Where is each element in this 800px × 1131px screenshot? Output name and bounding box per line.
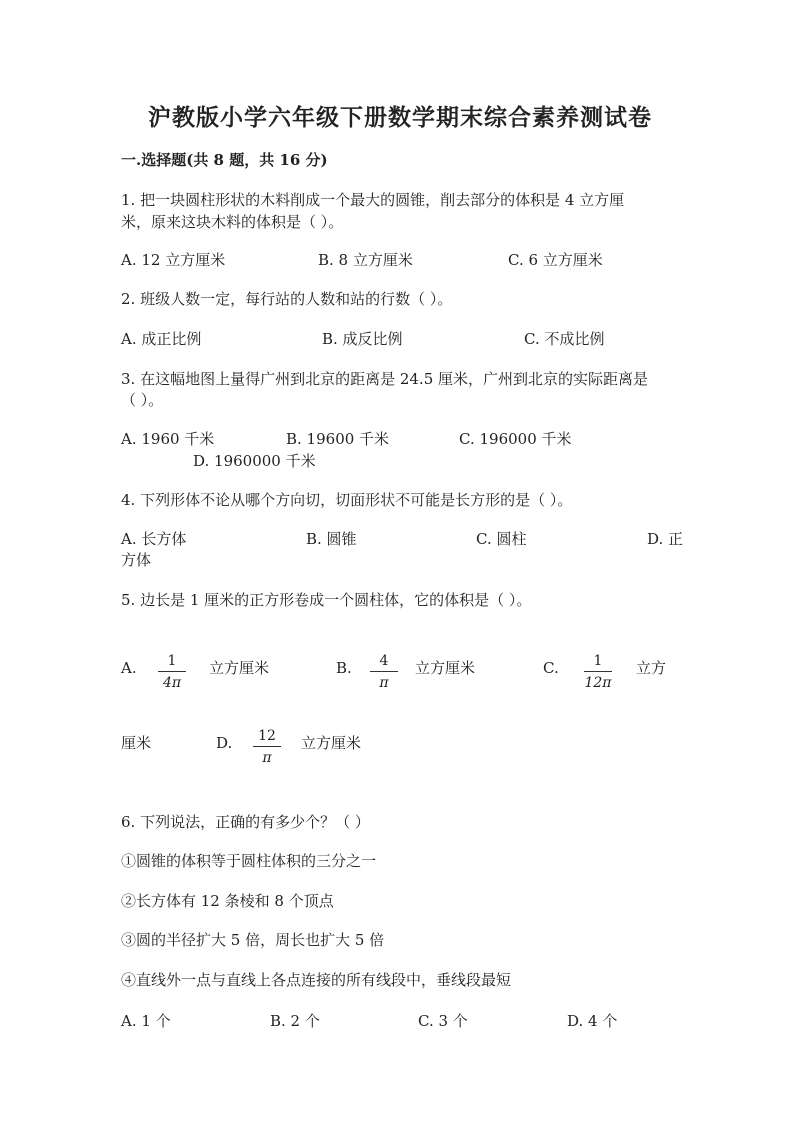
question-3-option-a: A. 1960 千米 (121, 430, 215, 448)
question-5-option-d-fraction (247, 728, 287, 766)
question-4-option-a: A. 长方体 (121, 530, 187, 548)
question-5-option-c-unit-cont: 厘米 (121, 734, 152, 752)
question-6-statement-1: ①圆锥的体积等于圆柱体积的三分之一 (121, 852, 377, 870)
fraction-denominator: 4π (162, 675, 182, 691)
question-2-option-c: C. 不成比例 (524, 330, 605, 348)
fraction-numerator: 4 (379, 653, 389, 669)
question-5-option-a-label: A. (121, 659, 137, 677)
question-4-option-c: C. 圆柱 (476, 530, 527, 548)
fraction-numerator: 1 (167, 653, 177, 669)
question-6-statement-2: ②长方体有 12 条棱和 8 个顶点 (121, 892, 334, 910)
question-2-text: 2. 班级人数一定，每行站的人数和站的行数（ ）。 (121, 290, 453, 308)
question-2-option-b: B. 成反比例 (322, 330, 403, 348)
question-1-option-a: A. 12 立方厘米 (121, 251, 226, 269)
question-6-option-c: C. 3 个 (418, 1012, 468, 1030)
question-5-option-c-fraction (578, 653, 618, 691)
page-title: 沪教版小学六年级下册数学期末综合素养测试卷 (148, 104, 652, 131)
question-1-option-c: C. 6 立方厘米 (508, 251, 603, 269)
section-heading: 一.选择题(共 8 题，共 16 分) (121, 151, 328, 169)
question-5-option-a-fraction (152, 653, 192, 691)
question-4-option-d-cont: 方体 (121, 551, 152, 569)
question-5-option-d-unit: 立方厘米 (301, 734, 362, 752)
question-5-option-b-label: B. (336, 659, 352, 677)
question-6-text: 6. 下列说法，正确的有多少个？（ ） (121, 813, 370, 831)
question-6-statement-4: ④直线外一点与直线上各点连接的所有线段中，垂线段最短 (121, 971, 512, 989)
question-4-text: 4. 下列形体不论从哪个方向切，切面形状不可能是长方形的是（ ）。 (121, 491, 573, 509)
question-4-option-b: B. 圆锥 (306, 530, 357, 548)
question-1-text: 1. 把一块圆柱形状的木料削成一个最大的圆锥，削去部分的体积是 4 立方厘 (121, 191, 625, 209)
question-6-statement-3: ③圆的半径扩大 5 倍，周长也扩大 5 倍 (121, 931, 385, 949)
question-6-option-b: B. 2 个 (270, 1012, 320, 1030)
question-4-option-d: D. 正 (647, 530, 684, 548)
question-5-option-b-unit: 立方厘米 (415, 659, 476, 677)
question-3-option-b: B. 19600 千米 (286, 430, 390, 448)
question-3-text-cont: （ ）。 (121, 391, 164, 409)
fraction-denominator: π (262, 750, 272, 766)
question-5-option-c-unit: 立方 (636, 659, 667, 677)
fraction-numerator: 1 (593, 653, 603, 669)
fraction-numerator: 12 (258, 728, 276, 744)
question-6-option-d: D. 4 个 (567, 1012, 618, 1030)
question-5-option-d-label: D. (216, 734, 233, 752)
question-2-option-a: A. 成正比例 (121, 330, 202, 348)
question-5-option-a-unit: 立方厘米 (209, 659, 270, 677)
fraction-denominator: π (379, 675, 389, 691)
question-6-option-a: A. 1 个 (121, 1012, 171, 1030)
question-3-option-d: D. 1960000 千米 (193, 452, 316, 470)
question-3-text: 3. 在这幅地图上量得广州到北京的距离是 24.5 厘米，广州到北京的实际距离是 (121, 370, 649, 388)
question-5-option-c-label: C. (543, 659, 559, 677)
question-5-option-b-fraction (364, 653, 404, 691)
question-1-option-b: B. 8 立方厘米 (318, 251, 413, 269)
question-1-text-cont: 米，原来这块木料的体积是（ ）。 (121, 213, 344, 231)
fraction-denominator: 12π (584, 675, 612, 691)
question-5-text: 5. 边长是 1 厘米的正方形卷成一个圆柱体，它的体积是（ ）。 (121, 591, 532, 609)
question-3-option-c: C. 196000 千米 (459, 430, 572, 448)
